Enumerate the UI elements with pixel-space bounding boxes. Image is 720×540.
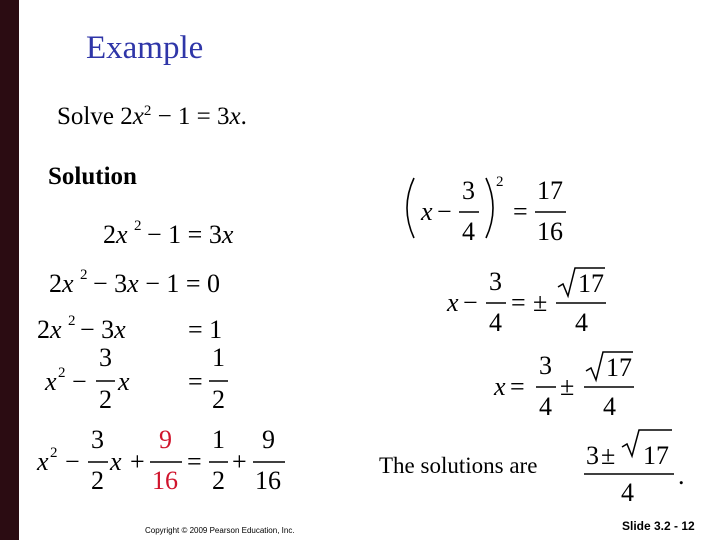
svg-text:− 1 = 3x: − 1 = 3x: [147, 220, 234, 249]
svg-text:4: 4: [462, 217, 475, 246]
svg-text:= 1: = 1: [188, 315, 223, 344]
svg-text:17: 17: [537, 176, 563, 205]
svg-text:17: 17: [643, 441, 669, 470]
svg-text:2: 2: [496, 174, 504, 190]
problem-middle: − 1 = 3: [151, 103, 230, 130]
equation-line-1: [103, 218, 234, 249]
svg-text:=: =: [511, 288, 526, 317]
svg-text:9: 9: [262, 425, 275, 454]
svg-text:1: 1: [212, 425, 225, 454]
problem-variable-2: x: [229, 103, 241, 130]
svg-text:17: 17: [606, 353, 632, 382]
svg-text:−: −: [65, 447, 80, 476]
svg-text:.: .: [678, 461, 685, 490]
slide-number: Slide 3.2 - 12: [622, 519, 695, 533]
svg-text:±: ±: [533, 288, 548, 317]
svg-text:=: =: [510, 372, 525, 401]
svg-text:16: 16: [255, 466, 281, 495]
svg-text:x: x: [45, 367, 57, 396]
svg-text:−: −: [437, 197, 452, 226]
svg-text:4: 4: [621, 478, 634, 507]
problem-variable: x: [132, 103, 144, 130]
problem-exponent: 2: [143, 103, 152, 119]
svg-text:x: x: [421, 197, 433, 226]
svg-text:3: 3: [99, 343, 112, 372]
problem-end: .: [240, 103, 247, 130]
svg-text:+: +: [130, 447, 145, 476]
svg-text:±: ±: [560, 372, 575, 401]
svg-text:9: 9: [159, 425, 172, 454]
svg-text:16: 16: [537, 217, 563, 246]
svg-text:1: 1: [212, 343, 225, 372]
svg-text:2: 2: [50, 445, 58, 461]
svg-text:4: 4: [603, 392, 616, 421]
equation-line-4: [44, 343, 228, 414]
problem-prefix: Solve 2: [57, 103, 133, 130]
svg-text:2: 2: [134, 218, 142, 234]
svg-text:17: 17: [578, 269, 604, 298]
solution-heading: Solution: [48, 163, 137, 190]
svg-text:4: 4: [575, 308, 588, 337]
svg-text:x: x: [494, 372, 506, 401]
svg-text:=: =: [513, 197, 528, 226]
svg-text:2x: 2x: [37, 315, 62, 344]
svg-text:2: 2: [212, 466, 225, 495]
svg-text:2: 2: [91, 466, 104, 495]
svg-text:− 3x: − 3x: [80, 315, 126, 344]
solutions-text: The solutions are: [379, 453, 538, 478]
svg-text:+: +: [232, 447, 247, 476]
equation-right-3: [493, 351, 634, 421]
svg-text:=: =: [188, 367, 203, 396]
svg-text:− 3x − 1 = 0: − 3x − 1 = 0: [93, 269, 221, 298]
svg-text:=: =: [187, 447, 202, 476]
svg-text:2: 2: [99, 385, 112, 414]
final-answer: [584, 430, 685, 507]
svg-text:x: x: [37, 447, 49, 476]
svg-text:−: −: [463, 288, 478, 317]
svg-text:4: 4: [489, 308, 502, 337]
equation-line-2: [49, 267, 220, 298]
svg-text:3: 3: [489, 267, 502, 296]
svg-text:x: x: [447, 288, 459, 317]
svg-text:2: 2: [80, 267, 88, 283]
equation-line-5: [36, 425, 285, 495]
svg-text:2: 2: [58, 365, 66, 381]
svg-text:2: 2: [212, 385, 225, 414]
copyright-footer: Copyright © 2009 Pearson Education, Inc.: [145, 526, 295, 535]
svg-text:x: x: [118, 367, 130, 396]
svg-text:±: ±: [601, 441, 616, 470]
equation-right-2: [446, 267, 606, 337]
svg-text:2: 2: [68, 313, 76, 329]
equation-right-1: [407, 174, 566, 246]
svg-text:x: x: [110, 447, 122, 476]
svg-text:2x: 2x: [49, 269, 74, 298]
svg-text:3: 3: [539, 351, 552, 380]
svg-text:2x: 2x: [103, 220, 128, 249]
equation-line-3: [37, 313, 222, 344]
svg-text:−: −: [72, 367, 87, 396]
svg-text:3: 3: [586, 441, 599, 470]
svg-text:4: 4: [539, 392, 552, 421]
svg-text:3: 3: [91, 425, 104, 454]
svg-text:16: 16: [152, 466, 178, 495]
slide-title: Example: [86, 30, 204, 66]
svg-text:3: 3: [462, 176, 475, 205]
